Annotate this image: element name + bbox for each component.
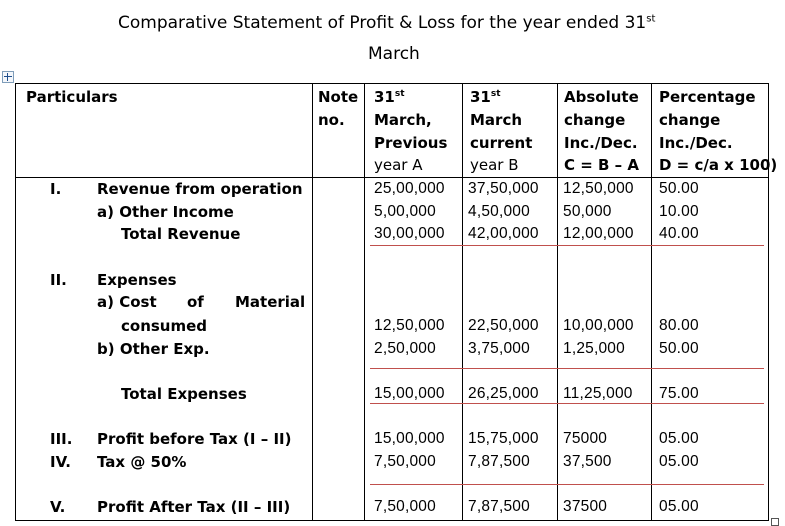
col-divider-pct — [651, 83, 652, 521]
row-pat-pct: 05.00 — [659, 498, 699, 515]
table-move-handle-icon[interactable] — [2, 71, 14, 83]
row-cost-pct: 80.00 — [659, 317, 699, 334]
header-pct-3: Inc./Dec. — [659, 134, 733, 152]
row-cost-abs: 10,00,000 — [563, 317, 634, 334]
row-total-revenue-label: Total Revenue — [121, 225, 241, 243]
row-other-exp-abs: 1,25,000 — [563, 340, 625, 357]
header-abs-3: Inc./Dec. — [564, 134, 638, 152]
row-total-expenses-label: Total Expenses — [121, 385, 247, 403]
row-tax-abs: 37,500 — [563, 453, 612, 470]
col-divider-curr — [462, 83, 463, 521]
header-abs-4: C = B – A — [564, 156, 640, 174]
header-particulars: Particulars — [26, 88, 118, 106]
row-total-revenue-abs: 12,00,000 — [563, 225, 634, 242]
row-total-expenses-pct: 75.00 — [659, 385, 699, 402]
header-abs-1: Absolute — [564, 88, 639, 106]
header-curr-4: year B — [470, 156, 519, 174]
header-prev-4: year A — [374, 156, 423, 174]
header-note-2: no. — [318, 111, 345, 129]
row-revenue-num: I. — [50, 180, 62, 198]
header-note-1: Note — [318, 88, 359, 106]
row-cost-curr: 22,50,000 — [468, 317, 539, 334]
row-pat-abs: 37500 — [563, 498, 608, 515]
row-cost-prev: 12,50,000 — [374, 317, 445, 334]
row-pbt-pct: 05.00 — [659, 430, 699, 447]
row-total-revenue-prev: 30,00,000 — [374, 225, 445, 242]
header-prev-2: March, — [374, 111, 432, 129]
table-bottom-border — [15, 520, 769, 521]
header-bottom-border — [15, 177, 769, 178]
row-other-income-curr: 4,50,000 — [468, 203, 530, 220]
row-pbt-abs: 75000 — [563, 430, 608, 447]
row-revenue-label: Revenue from operation — [97, 180, 303, 198]
row-revenue-prev: 25,00,000 — [374, 180, 445, 197]
pat-overline — [370, 484, 764, 485]
col-divider-abs — [557, 83, 558, 521]
title-sup: st — [646, 13, 656, 25]
row-other-exp-label: b) Other Exp. — [97, 340, 210, 358]
row-other-exp-pct: 50.00 — [659, 340, 699, 357]
row-expenses-num: II. — [50, 271, 67, 289]
header-pct-2: change — [659, 111, 721, 129]
row-tax-curr: 7,87,500 — [468, 453, 530, 470]
row-pat-num: V. — [50, 498, 66, 516]
row-revenue-pct: 50.00 — [659, 180, 699, 197]
document-title-line2: March — [368, 44, 420, 64]
header-pct-4: D = c/a x 100) — [659, 156, 778, 174]
row-pbt-label: Profit before Tax (I – II) — [97, 430, 292, 448]
col-divider-note — [312, 83, 313, 521]
row-pat-label: Profit After Tax (II – III) — [97, 498, 291, 516]
row-expenses-label: Expenses — [97, 271, 177, 289]
row-total-expenses-curr: 26,25,000 — [468, 385, 539, 402]
row-tax-label: Tax @ 50% — [97, 453, 187, 471]
header-curr-3: current — [470, 134, 533, 152]
table-right-border — [768, 83, 769, 521]
title-line1: Comparative Statement of Profit & Loss for the year ended 31 — [118, 13, 647, 33]
row-cost-label-material: Material — [235, 293, 306, 311]
total-expenses-underline — [370, 403, 764, 404]
row-other-income-abs: 50,000 — [563, 203, 612, 220]
header-pct-1: Percentage — [659, 88, 756, 106]
header-abs-2: change — [564, 111, 626, 129]
row-pbt-curr: 15,75,000 — [468, 430, 539, 447]
row-total-revenue-curr: 42,00,000 — [468, 225, 539, 242]
row-pbt-prev: 15,00,000 — [374, 430, 445, 447]
row-other-income-prev: 5,00,000 — [374, 203, 436, 220]
row-pat-curr: 7,87,500 — [468, 498, 530, 515]
header-prev-3: Previous — [374, 134, 448, 152]
row-tax-prev: 7,50,000 — [374, 453, 436, 470]
row-revenue-abs: 12,50,000 — [563, 180, 634, 197]
other-exp-underline — [370, 368, 764, 369]
row-pbt-num: III. — [50, 430, 73, 448]
total-revenue-underline — [370, 245, 764, 246]
row-other-income-pct: 10.00 — [659, 203, 699, 220]
row-total-expenses-abs: 11,25,000 — [563, 385, 633, 402]
row-pat-prev: 7,50,000 — [374, 498, 436, 515]
row-cost-label-of: of — [187, 293, 204, 311]
header-curr-2: March — [470, 111, 523, 129]
header-prev-1: 31st — [374, 88, 405, 106]
row-tax-num: IV. — [50, 453, 71, 471]
col-divider-prev — [364, 83, 365, 521]
row-total-expenses-prev: 15,00,000 — [374, 385, 445, 402]
row-cost-label-a: a) Cost — [97, 293, 157, 311]
header-curr-1: 31st — [470, 88, 501, 106]
row-other-income-label: a) Other Income — [97, 203, 234, 221]
table-left-border — [15, 83, 16, 521]
document-title — [118, 13, 655, 33]
row-total-revenue-pct: 40.00 — [659, 225, 699, 242]
row-other-exp-prev: 2,50,000 — [374, 340, 436, 357]
row-cost-label-2: consumed — [121, 317, 208, 335]
table-top-border — [15, 83, 769, 84]
row-other-exp-curr: 3,75,000 — [468, 340, 530, 357]
row-tax-pct: 05.00 — [659, 453, 699, 470]
row-revenue-curr: 37,50,000 — [468, 180, 539, 197]
